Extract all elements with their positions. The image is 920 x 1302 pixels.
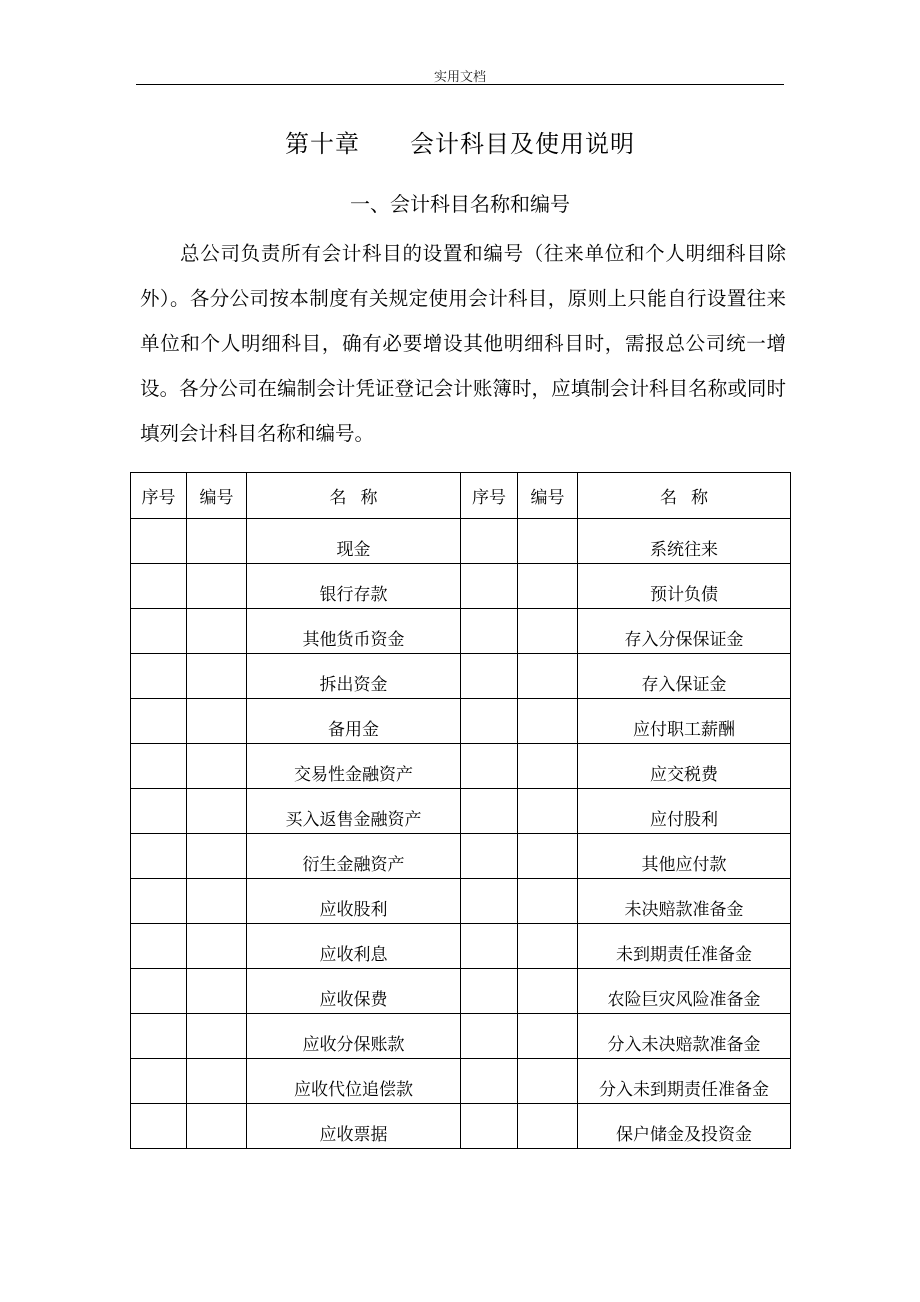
- accounts-table: [130, 472, 791, 1149]
- code-cell-right: [518, 924, 578, 969]
- code-cell-right: [518, 654, 578, 699]
- table-row: [131, 744, 791, 789]
- header-seq-left: 序号: [131, 473, 187, 519]
- table-row: [131, 1014, 791, 1059]
- table-row: [131, 519, 791, 564]
- seq-cell-left: [131, 969, 187, 1014]
- account-name-right: 存入保证金: [578, 654, 791, 699]
- account-name-left: 其他货币资金: [247, 609, 461, 654]
- code-cell-left: [187, 1104, 247, 1149]
- account-name-left: 备用金: [247, 699, 461, 744]
- account-name-right: 分入未决赔款准备金: [578, 1014, 791, 1059]
- seq-cell-right: [461, 654, 518, 699]
- header-seq-right: 序号: [461, 473, 518, 519]
- code-cell-left: [187, 924, 247, 969]
- seq-cell-right: [461, 1014, 518, 1059]
- table-row: [131, 969, 791, 1014]
- code-cell-right: [518, 834, 578, 879]
- seq-cell-left: [131, 834, 187, 879]
- table-row: [131, 609, 791, 654]
- seq-cell-left: [131, 1104, 187, 1149]
- account-name-left: 银行存款: [247, 564, 461, 609]
- running-header: 实用文档: [433, 70, 486, 85]
- table-row: [131, 879, 791, 924]
- seq-cell-left: [131, 1014, 187, 1059]
- account-name-left: 应收分保账款: [247, 1014, 461, 1059]
- header-code-right: 编号: [518, 473, 578, 519]
- code-cell-left: [187, 879, 247, 924]
- code-cell-left: [187, 699, 247, 744]
- seq-cell-right: [461, 519, 518, 564]
- account-name-left: 交易性金融资产: [247, 744, 461, 789]
- table-row: [131, 1059, 791, 1104]
- code-cell-left: [187, 654, 247, 699]
- code-cell-right: [518, 1014, 578, 1059]
- code-cell-left: [187, 564, 247, 609]
- code-cell-left: [187, 789, 247, 834]
- header-name-right: 名称: [578, 473, 791, 519]
- account-name-left: 应收利息: [247, 924, 461, 969]
- code-cell-right: [518, 1059, 578, 1104]
- seq-cell-left: [131, 519, 187, 564]
- code-cell-right: [518, 744, 578, 789]
- code-cell-left: [187, 834, 247, 879]
- section-title: 一、会计科目名称和编号: [350, 192, 570, 216]
- table-body: [131, 519, 791, 1149]
- account-name-right: 未决赔款准备金: [578, 879, 791, 924]
- seq-cell-right: [461, 609, 518, 654]
- seq-cell-left: [131, 699, 187, 744]
- seq-cell-right: [461, 834, 518, 879]
- code-cell-right: [518, 879, 578, 924]
- header-divider: [136, 84, 784, 85]
- seq-cell-right: [461, 1059, 518, 1104]
- code-cell-right: [518, 969, 578, 1014]
- code-cell-left: [187, 744, 247, 789]
- code-cell-right: [518, 699, 578, 744]
- table-header-row: [131, 473, 791, 519]
- seq-cell-left: [131, 564, 187, 609]
- code-cell-left: [187, 1014, 247, 1059]
- account-name-right: 未到期责任准备金: [578, 924, 791, 969]
- seq-cell-right: [461, 564, 518, 609]
- seq-cell-right: [461, 699, 518, 744]
- table-row: [131, 564, 791, 609]
- code-cell-right: [518, 609, 578, 654]
- seq-cell-left: [131, 609, 187, 654]
- account-name-left: 应收票据: [247, 1104, 461, 1149]
- header-code-left: 编号: [187, 473, 247, 519]
- code-cell-right: [518, 564, 578, 609]
- account-name-right: 应付股利: [578, 789, 791, 834]
- account-name-right: 应交税费: [578, 744, 791, 789]
- code-cell-left: [187, 519, 247, 564]
- seq-cell-right: [461, 744, 518, 789]
- header-name-left: 名称: [247, 473, 461, 519]
- account-name-left: 拆出资金: [247, 654, 461, 699]
- seq-cell-left: [131, 924, 187, 969]
- seq-cell-left: [131, 879, 187, 924]
- code-cell-left: [187, 609, 247, 654]
- account-name-left: 应收代位追偿款: [247, 1059, 461, 1104]
- code-cell-right: [518, 1104, 578, 1149]
- account-name-right: 农险巨灾风险准备金: [578, 969, 791, 1014]
- seq-cell-left: [131, 654, 187, 699]
- account-name-right: 其他应付款: [578, 834, 791, 879]
- chapter-title: 第十章 会计科目及使用说明: [285, 130, 635, 158]
- code-cell-right: [518, 519, 578, 564]
- code-cell-left: [187, 1059, 247, 1104]
- account-name-left: 买入返售金融资产: [247, 789, 461, 834]
- account-name-right: 存入分保保证金: [578, 609, 791, 654]
- table-row: [131, 834, 791, 879]
- account-name-right: 预计负债: [578, 564, 791, 609]
- seq-cell-right: [461, 969, 518, 1014]
- account-name-left: 应收保费: [247, 969, 461, 1014]
- code-cell-right: [518, 789, 578, 834]
- account-name-right: 应付职工薪酬: [578, 699, 791, 744]
- seq-cell-right: [461, 879, 518, 924]
- seq-cell-right: [461, 789, 518, 834]
- seq-cell-left: [131, 789, 187, 834]
- account-name-left: 应收股利: [247, 879, 461, 924]
- seq-cell-left: [131, 744, 187, 789]
- account-name-left: 现金: [247, 519, 461, 564]
- table-row: [131, 699, 791, 744]
- account-name-right: 保户储金及投资金: [578, 1104, 791, 1149]
- table-row: [131, 924, 791, 969]
- table-row: [131, 1104, 791, 1149]
- seq-cell-left: [131, 1059, 187, 1104]
- table-row: [131, 789, 791, 834]
- account-name-left: 衍生金融资产: [247, 834, 461, 879]
- body-paragraph: 总公司负责所有会计科目的设置和编号（往来单位和个人明细科目除外）。各分公司按本制度有关规定使用会计科目，原则上只能自行设置往来单位和个人明细科目，确有必要增设其他明细科目时，需报总公司统一增设。各分公司在编制会计凭证登记会计账簿时，应填制会计科目名称或同时填列会计科目名称和编号。: [140, 242, 786, 445]
- seq-cell-right: [461, 1104, 518, 1149]
- account-name-right: 系统往来: [578, 519, 791, 564]
- code-cell-left: [187, 969, 247, 1014]
- table-row: [131, 654, 791, 699]
- account-name-right: 分入未到期责任准备金: [578, 1059, 791, 1104]
- seq-cell-right: [461, 924, 518, 969]
